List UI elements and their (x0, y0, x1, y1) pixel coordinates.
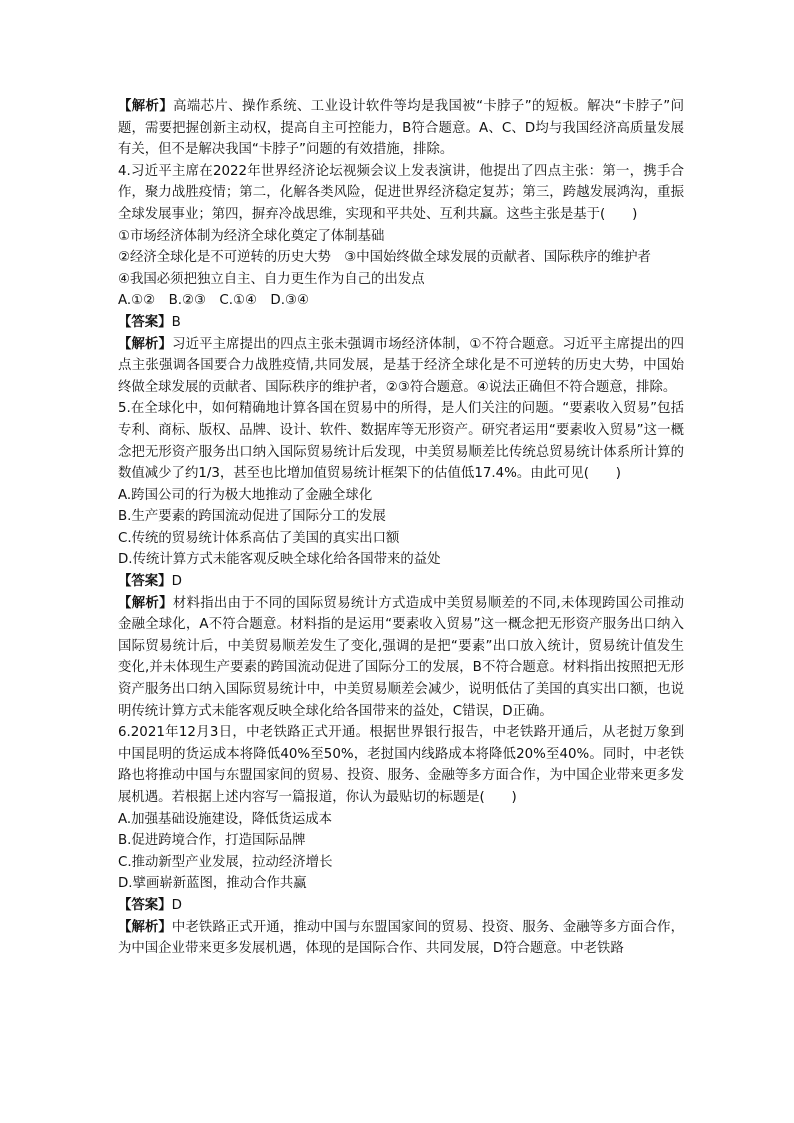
option-b: B.促进跨境合作，打造国际品牌 (118, 833, 306, 849)
analysis-text: 高端芯片、操作系统、工业设计软件等均是我国被“卡脖子”的短板。解决“卡脖子”问题，需要把握创新主动权，提高自主可控能力，B符合题意。A、C、D均与我国经济高质量发展有关，但不是解决我国“卡脖子”问题的有效措施，排除。 (118, 99, 685, 158)
choice-options: A.①② B.②③ C.①④ D.③④ (118, 293, 310, 309)
analysis-tag: 【解析】 (118, 595, 173, 611)
analysis-tag: 【解析】 (118, 336, 173, 352)
answer-tag: 【答案】 (118, 314, 172, 330)
answer-value: D (171, 574, 182, 590)
answer-value: D (171, 897, 182, 913)
statement-1: ①市场经济体制为经济全球化奠定了体制基础 (118, 228, 385, 244)
analysis-paragraph (118, 96, 684, 161)
question-4: 4.习近平主席在2022年世界经济论坛视频会议上发表演讲，他提出了四点主张：第一，携手合作，聚力战胜疫情；第二，化解各类风险，促进世界经济稳定复苏；第三，跨越发展鸿沟，重振全球发展事业；第四，摒弃冷战思维，实现和平共处、互利共赢。这些主张是基于( ) (118, 163, 684, 222)
option-c: C.推动新型产业发展，拉动经济增长 (118, 854, 333, 870)
option-a: A.跨国公司的行为极大地推动了金融全球化 (118, 487, 373, 503)
option-d: D.传统计算方式未能客观反映全球化给各国带来的益处 (118, 552, 441, 568)
answer-tag: 【答案】 (118, 574, 172, 590)
option-a: A.加强基础设施建设，降低货运成本 (118, 811, 333, 827)
analysis-paragraph (118, 917, 684, 960)
statement-4: ④我国必须把独立自主、自力更生作为自己的出发点 (118, 271, 425, 287)
option-c: C.传统的贸易统计体系高估了美国的真实出口额 (118, 530, 400, 546)
analysis-text: 中老铁路正式开通，推动中国与东盟国家间的贸易、投资、服务、金融等多方面合作，为中国企业带来更多发展机遇，体现的是国际合作、共同发展，D符合题意。中老铁路 (118, 919, 685, 957)
answer-line (118, 571, 684, 593)
answer-line (118, 895, 684, 917)
analysis-text: 材料指出由于不同的国际贸易统计方式造成中美贸易顺差的不同,未体现跨国公司推动金融全球化，A不符合题意。材料指的是运用“要素收入贸易”这一概念把无形资产服务出口纳入国际贸易统计后，中美贸易顺差发生了变化,强调的是把“要素”出口放入统计，贸易统计值发生变化,并未体现生产要素的跨国流动促进了国际分工的发展，B不符合题意。材料指出按照把无形资产服务出口纳入国际贸易统计中，中美贸易顺差会减少，说明低估了美国的真实出口额，也说明传统计算方式未能客观反映全球化给各国带来的益处，C错误，D正确。 (118, 595, 684, 719)
answer-tag: 【答案】 (118, 897, 172, 913)
answer-line (118, 312, 684, 334)
analysis-paragraph (118, 334, 684, 399)
answer-value: B (171, 314, 181, 330)
question-5: 5.在全球化中，如何精确地计算各国在贸易中的所得，是人们关注的问题。“要素收入贸易”包括专利、商标、版权、品牌、设计、软件、数据库等无形资产。研究者运用“要素收入贸易”这一概念把无形资产服务出口纳入国际贸易统计后发现，中美贸易顺差比传统总贸易统计体系所计算的数值减少了约1/3，甚至也比增加值贸易统计框架下的估值低17.4%。由此可见( ) (118, 401, 684, 482)
option-d: D.擘画崭新蓝图，推动合作共赢 (118, 876, 307, 892)
statement-2-3: ②经济全球化是不可逆转的历史大势 ③中国始终做全球发展的贡献者、国际秩序的维护者 (118, 250, 651, 266)
question-6: 6.2021年12月3日，中老铁路正式开通。根据世界银行报告，中老铁路开通后，从老挝万象到中国昆明的货运成本将降低40%至50%，老挝国内线路成本将降低20%至40%。同时，中老铁路也将推动中国与东盟国家间的贸易、投资、服务、金融等多方面合作，为中国企业带来更多发展机遇。若根据上述内容写一篇报道，你认为最贴切的标题是( ) (118, 725, 684, 805)
analysis-tag: 【解析】 (118, 99, 174, 114)
analysis-tag: 【解析】 (118, 919, 172, 935)
analysis-paragraph (118, 593, 684, 723)
document-page (118, 96, 684, 960)
option-b: B.生产要素的跨国流动促进了国际分工的发展 (118, 509, 386, 525)
analysis-text: 习近平主席提出的四点主张未强调市场经济体制，①不符合题意。习近平主席提出的四点主张强调各国要合力战胜疫情,共同发展，是基于经济全球化是不可逆转的历史大势，中国始终做全球发展的贡献者、国际秩序的维护者，②③符合题意。④说法正确但不符合题意，排除。 (118, 336, 685, 395)
